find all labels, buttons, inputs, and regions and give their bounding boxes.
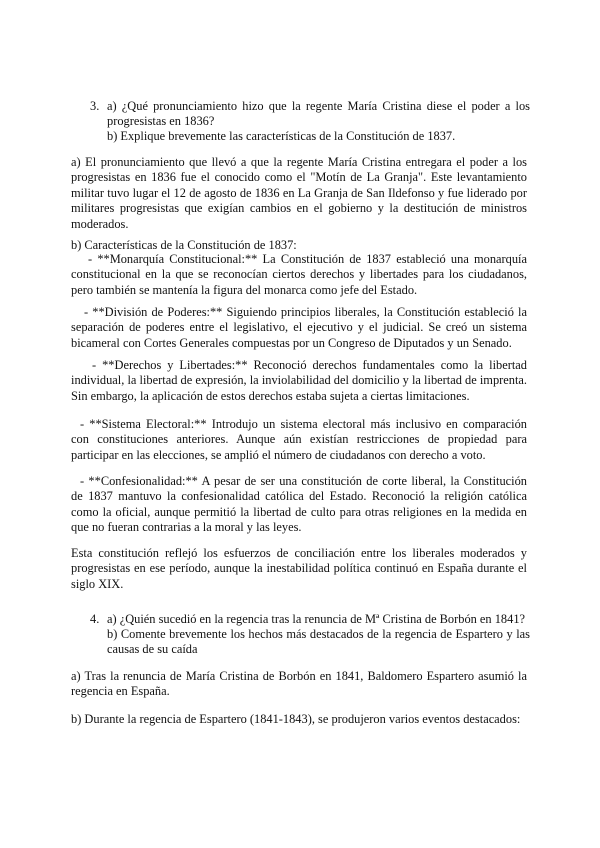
question-4a: a) ¿Quién sucedió en la regencia tras la renuncia de Mª Cristina de Borbón en 1841? — [107, 612, 526, 626]
question-3-number: 3. — [90, 99, 100, 113]
point-sistema-electoral: - **Sistema Electoral:** Introdujo un sistema electoral más inclusivo en comparación con constituciones anteriores. Aunque aún existían restricciones de propiedad para participar en las elecciones, se amplió el número de ciudadanos con derecho a voto. — [71, 417, 527, 462]
point-monarquia: - **Monarquía Constitucional:** La Constitución de 1837 estableció una monarquía constitucional en la que se reconocían ciertos derechos y libertades para los ciudadanos, pero también se mantenía la figura del monarca como jefe del Estado. — [71, 252, 527, 297]
answer-4b: b) Durante la regencia de Espartero (1841-1843), se produjeron varios eventos destacados: — [71, 712, 521, 726]
question-4 — [90, 612, 530, 657]
question-4-number: 4. — [90, 612, 100, 626]
question-3a: a) ¿Qué pronunciamiento hizo que la regente María Cristina diese el poder a los progresistas en 1836? — [107, 99, 530, 128]
point-derechos: - **Derechos y Libertades:** Reconoció derechos fundamentales como la libertad individual, la libertad de expresión, la inviolabilidad del domicilio y la libertad de imprenta. Sin embargo, la aplicación de estos derechos estaba sujeta a ciertas limitaciones. — [71, 358, 527, 403]
answer-4a: a) Tras la renuncia de María Cristina de Borbón en 1841, Baldomero Espartero asumió la regencia en España. — [71, 669, 527, 699]
question-3 — [90, 99, 530, 144]
answer-3a: a) El pronunciamiento que llevó a que la regente María Cristina entregara el poder a los progresistas en 1836 fue el conocido como el "Motín de La Granja". Este levantamiento militar tuvo lugar el 12 de agosto de 1836 en La Granja de San Ildefonso y fue liderado por militares progresistas que exigían cambios en el gobierno y la destitución de ministros moderados. — [71, 155, 527, 231]
point-confesionalidad: - **Confesionalidad:** A pesar de ser una constitución de corte liberal, la Constitución de 1837 mantuvo la confesionalidad católica del Estado. Reconoció la religión católica como la oficial, aunque permitió la libertad de culto para otras religiones en la medida en que no fueran contrarias a la moral y las leyes. — [71, 474, 527, 535]
point-division-poderes: - **División de Poderes:** Siguiendo principios liberales, la Constitución estableció la separación de poderes entre el legislativo, el ejecutivo y el judicial. Se creó un sistema bicameral con Cortes Generales compuestas por un Congreso de Diputados y un Senado. — [71, 305, 527, 350]
answer-3b-heading: b) Características de la Constitución de 1837: — [71, 238, 297, 252]
question-3b: b) Explique brevemente las características de la Constitución de 1837. — [107, 129, 456, 143]
question-4b: b) Comente brevemente los hechos más destacados de la regencia de Espartero y las causas de su caída — [107, 627, 530, 656]
conclusion: Esta constitución reflejó los esfuerzos de conciliación entre los liberales moderados y progresistas en ese período, aunque la inestabilidad política continuó en España durante el siglo XIX. — [71, 546, 527, 591]
